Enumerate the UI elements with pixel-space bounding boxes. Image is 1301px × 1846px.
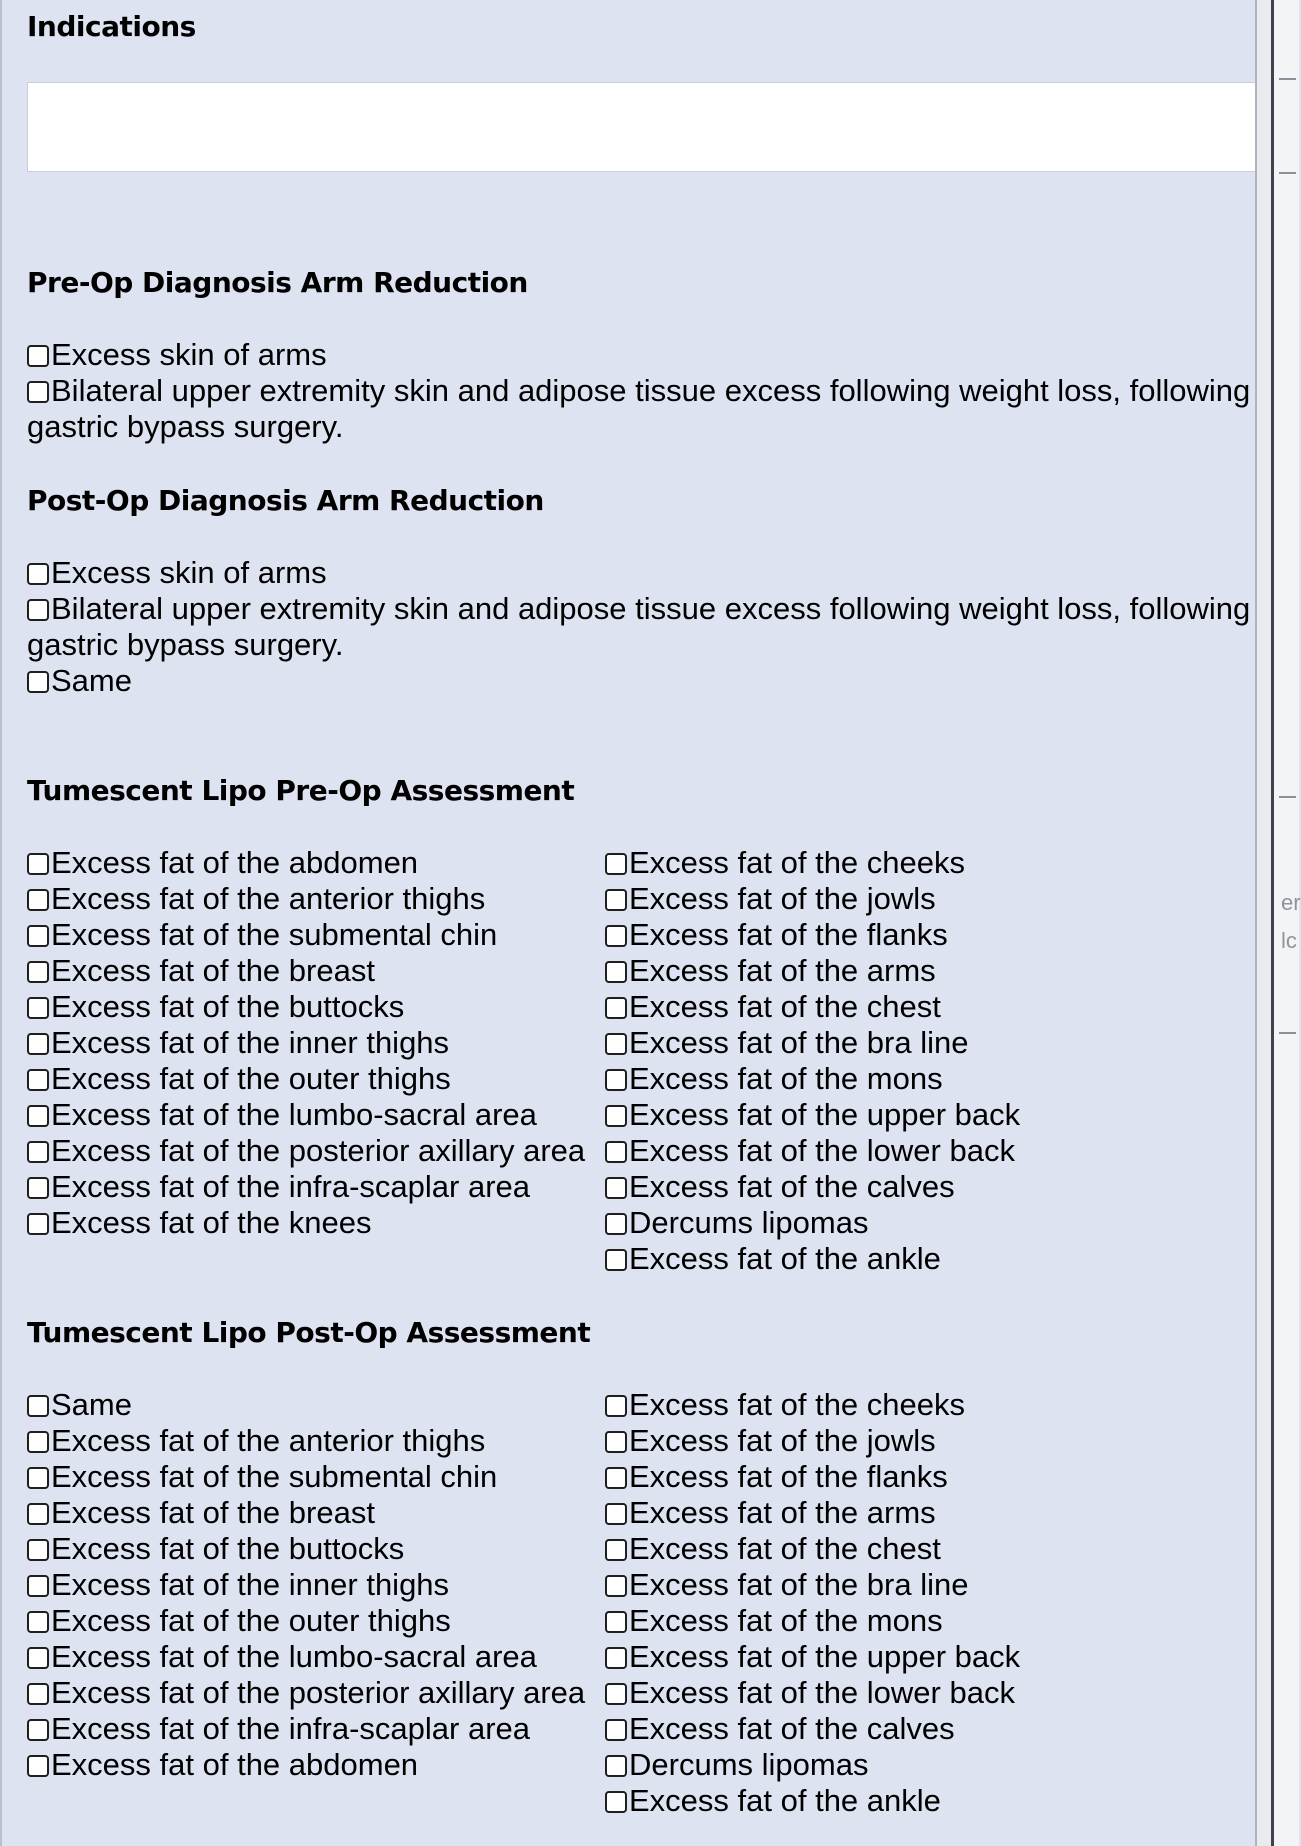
checkbox-option[interactable]: Excess fat of the breast xyxy=(27,1495,375,1531)
checkbox[interactable] xyxy=(27,997,49,1019)
indications-input[interactable] xyxy=(27,82,1267,172)
checkbox[interactable] xyxy=(27,1105,49,1127)
divider xyxy=(1279,1032,1296,1034)
checkbox[interactable] xyxy=(605,1213,627,1235)
checkbox[interactable] xyxy=(605,1791,627,1813)
checkbox-option[interactable]: Excess fat of the submental chin xyxy=(27,1459,497,1495)
checkbox-option[interactable]: Excess fat of the outer thighs xyxy=(27,1061,451,1097)
checkbox[interactable] xyxy=(27,1539,49,1561)
checkbox[interactable] xyxy=(27,1069,49,1091)
checkbox[interactable] xyxy=(605,997,627,1019)
checkbox[interactable] xyxy=(605,1431,627,1453)
checkbox-option[interactable]: Same xyxy=(27,1387,132,1423)
checkbox[interactable] xyxy=(605,1755,627,1777)
scrollbar-track[interactable] xyxy=(1271,0,1299,1846)
checkbox-option[interactable]: Excess fat of the infra-scaplar area xyxy=(27,1711,530,1747)
checkbox[interactable] xyxy=(27,1141,49,1163)
checkbox-option[interactable]: Excess fat of the abdomen xyxy=(27,1747,418,1783)
checkbox-option[interactable]: Excess fat of the posterior axillary area xyxy=(27,1675,585,1711)
checkbox-option[interactable]: Excess fat of the jowls xyxy=(605,1423,936,1459)
checkbox-option[interactable]: Excess fat of the knees xyxy=(27,1205,372,1241)
checkbox-option[interactable]: Excess fat of the cheeks xyxy=(605,845,965,881)
checkbox-option[interactable]: Excess fat of the submental chin xyxy=(27,917,497,953)
checkbox-option[interactable]: Excess fat of the anterior thighs xyxy=(27,1423,485,1459)
checkbox[interactable] xyxy=(27,1395,49,1417)
checkbox[interactable] xyxy=(27,345,49,367)
checkbox[interactable] xyxy=(27,1213,49,1235)
checkbox-option[interactable]: Excess fat of the lower back xyxy=(605,1675,1015,1711)
checkbox[interactable] xyxy=(605,853,627,875)
checkbox-option[interactable]: Dercums lipomas xyxy=(605,1205,868,1241)
checkbox[interactable] xyxy=(27,1431,49,1453)
checkbox[interactable] xyxy=(605,961,627,983)
preop-arm-option[interactable]: Excess skin of arms xyxy=(27,337,327,373)
checkbox-option[interactable]: Excess fat of the lower back xyxy=(605,1133,1015,1169)
divider xyxy=(1279,78,1296,80)
checkbox[interactable] xyxy=(605,889,627,911)
checkbox-option[interactable]: Dercums lipomas xyxy=(605,1747,868,1783)
checkbox[interactable] xyxy=(27,563,49,585)
checkbox[interactable] xyxy=(605,1683,627,1705)
checkbox[interactable] xyxy=(605,1503,627,1525)
checkbox-option[interactable]: Excess fat of the abdomen xyxy=(27,845,418,881)
checkbox-option[interactable]: Excess fat of the bra line xyxy=(605,1025,968,1061)
checkbox[interactable] xyxy=(605,1467,627,1489)
checkbox[interactable] xyxy=(27,1755,49,1777)
checkbox-option[interactable]: Excess fat of the infra-scaplar area xyxy=(27,1169,530,1205)
divider xyxy=(1279,796,1296,798)
checkbox[interactable] xyxy=(605,1105,627,1127)
checkbox[interactable] xyxy=(605,1575,627,1597)
checkbox[interactable] xyxy=(27,381,49,403)
checkbox[interactable] xyxy=(605,1539,627,1561)
checkbox-option[interactable]: Excess fat of the calves xyxy=(605,1711,955,1747)
checkbox-option[interactable]: Excess fat of the lumbo-sacral area xyxy=(27,1639,537,1675)
lipo-postop-title: Tumescent Lipo Post-Op Assessment xyxy=(27,1316,591,1349)
divider xyxy=(1279,172,1296,174)
checkbox-option[interactable]: Excess fat of the breast xyxy=(27,953,375,989)
checkbox-option[interactable]: Excess fat of the arms xyxy=(605,953,936,989)
postop-arm-title: Post-Op Diagnosis Arm Reduction xyxy=(27,484,544,517)
checkbox-option[interactable]: Excess fat of the mons xyxy=(605,1603,943,1639)
checkbox[interactable] xyxy=(605,1033,627,1055)
edge-text: er xyxy=(1281,890,1301,915)
checkbox-option[interactable]: Excess fat of the mons xyxy=(605,1061,943,1097)
postop-arm-option[interactable]: Bilateral upper extremity skin and adipose tissue excess following weight loss, following xyxy=(27,591,1250,627)
checkbox-option[interactable]: Excess fat of the inner thighs xyxy=(27,1567,449,1603)
checkbox-option[interactable]: Excess fat of the lumbo-sacral area xyxy=(27,1097,537,1133)
checkbox-option[interactable]: Excess fat of the arms xyxy=(605,1495,936,1531)
checkbox-option[interactable]: Excess fat of the flanks xyxy=(605,1459,948,1495)
checkbox-option[interactable]: Excess fat of the flanks xyxy=(605,917,948,953)
checkbox[interactable] xyxy=(605,1647,627,1669)
checkbox[interactable] xyxy=(27,1647,49,1669)
checkbox[interactable] xyxy=(605,1395,627,1417)
checkbox[interactable] xyxy=(605,1719,627,1741)
checkbox[interactable] xyxy=(27,1611,49,1633)
checkbox[interactable] xyxy=(27,1467,49,1489)
checkbox[interactable] xyxy=(27,1033,49,1055)
checkbox-option[interactable]: Excess fat of the cheeks xyxy=(605,1387,965,1423)
postop-arm-option[interactable]: Same xyxy=(27,663,132,699)
checkbox[interactable] xyxy=(27,853,49,875)
checkbox[interactable] xyxy=(27,1719,49,1741)
preop-arm-title: Pre-Op Diagnosis Arm Reduction xyxy=(27,266,528,299)
checkbox[interactable] xyxy=(605,1141,627,1163)
checkbox-option[interactable]: Excess fat of the anterior thighs xyxy=(27,881,485,917)
checkbox-option[interactable]: Excess fat of the buttocks xyxy=(27,1531,404,1567)
checkbox[interactable] xyxy=(27,599,49,621)
checkbox-option[interactable]: Excess fat of the bra line xyxy=(605,1567,968,1603)
edge-text: lc xyxy=(1281,928,1297,953)
indications-title: Indications xyxy=(27,10,196,43)
checkbox[interactable] xyxy=(605,925,627,947)
postop-arm-option-wrap: gastric bypass surgery. xyxy=(27,627,344,662)
checkbox[interactable] xyxy=(27,889,49,911)
preop-arm-option-wrap: gastric bypass surgery. xyxy=(27,409,344,444)
checkbox[interactable] xyxy=(27,961,49,983)
checkbox[interactable] xyxy=(27,925,49,947)
checkbox-option[interactable]: Excess fat of the posterior axillary area xyxy=(27,1133,585,1169)
preop-arm-option[interactable]: Bilateral upper extremity skin and adipose tissue excess following weight loss, following xyxy=(27,373,1250,409)
checkbox-option[interactable]: Excess fat of the ankle xyxy=(605,1783,941,1819)
checkbox[interactable] xyxy=(605,1249,627,1271)
checkbox[interactable] xyxy=(605,1177,627,1199)
checkbox-option[interactable]: Excess fat of the upper back xyxy=(605,1097,1020,1133)
side-panel-edge xyxy=(1255,0,1301,1846)
checkbox[interactable] xyxy=(27,1177,49,1199)
checkbox[interactable] xyxy=(27,1683,49,1705)
checkbox-option[interactable]: Excess fat of the jowls xyxy=(605,881,936,917)
postop-arm-option[interactable]: Excess skin of arms xyxy=(27,555,327,591)
checkbox[interactable] xyxy=(27,1503,49,1525)
checkbox[interactable] xyxy=(27,671,49,693)
checkbox-option[interactable]: Excess fat of the calves xyxy=(605,1169,955,1205)
checkbox[interactable] xyxy=(27,1575,49,1597)
checkbox-option[interactable]: Excess fat of the chest xyxy=(605,1531,941,1567)
lipo-preop-title: Tumescent Lipo Pre-Op Assessment xyxy=(27,774,575,807)
checkbox-option[interactable]: Excess fat of the inner thighs xyxy=(27,1025,449,1061)
checkbox-option[interactable]: Excess fat of the ankle xyxy=(605,1241,941,1277)
checkbox[interactable] xyxy=(605,1069,627,1091)
checkbox-option[interactable]: Excess fat of the upper back xyxy=(605,1639,1020,1675)
checkbox-option[interactable]: Excess fat of the outer thighs xyxy=(27,1603,451,1639)
checkbox-option[interactable]: Excess fat of the buttocks xyxy=(27,989,404,1025)
checkbox-option[interactable]: Excess fat of the chest xyxy=(605,989,941,1025)
checkbox[interactable] xyxy=(605,1611,627,1633)
